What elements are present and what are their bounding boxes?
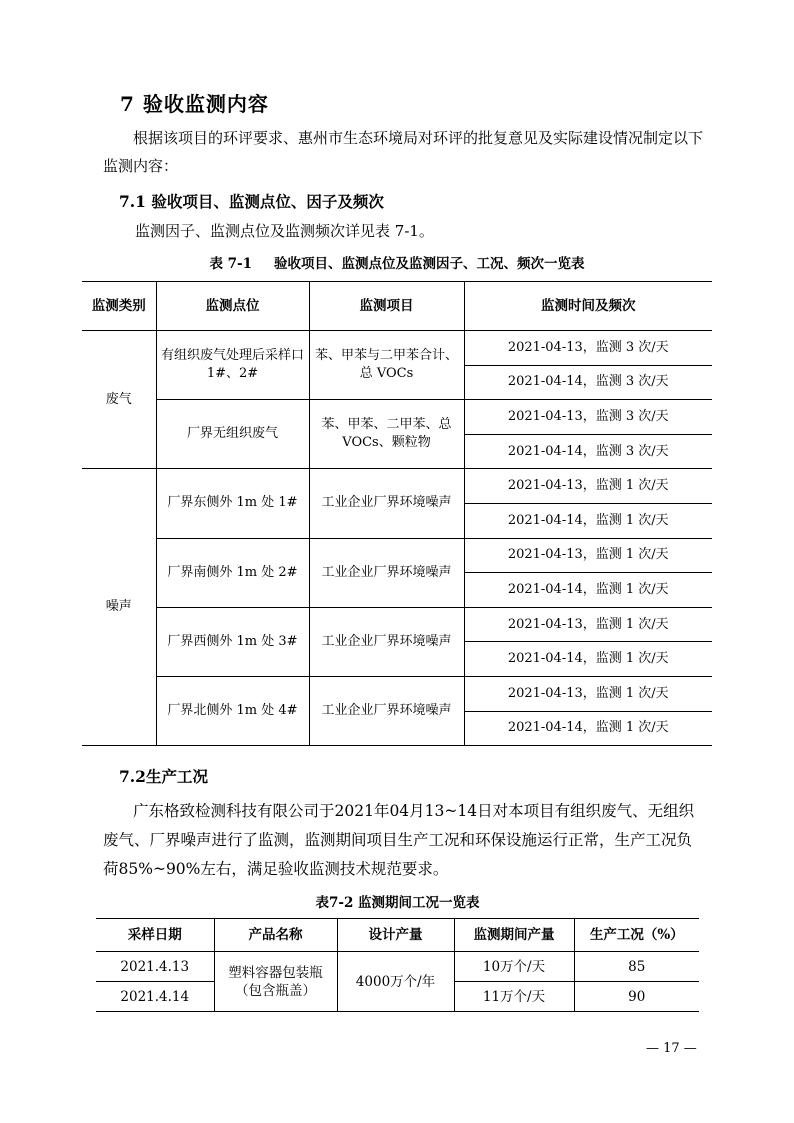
frequency-cell: 2021-04-14，监测 1 次/天 (464, 642, 712, 677)
point-cell: 有组织废气处理后采样口 1#、2# (156, 331, 309, 400)
item-cell: 工业企业厂界环境噪声 (309, 607, 464, 676)
product-cell: 塑料容器包装瓶（包含瓶盖） (214, 952, 337, 1012)
date-cell: 2021.4.13 (96, 952, 214, 982)
frequency-cell: 2021-04-14，监测 1 次/天 (464, 503, 712, 538)
monitoring-table (82, 281, 712, 746)
header-item: 监测项目 (309, 282, 464, 331)
output-cell: 11万个/天 (454, 982, 574, 1012)
table-row (82, 400, 712, 435)
table-row (82, 469, 712, 504)
load-cell: 85 (574, 952, 699, 982)
header-load: 生产工况（%） (574, 919, 699, 952)
point-cell: 厂界无组织废气 (156, 400, 309, 469)
table-header-row (82, 282, 712, 331)
subsection-title-7-2: 7.2生产工况 (119, 767, 208, 786)
design-cell: 4000万个/年 (337, 952, 454, 1012)
item-cell: 工业企业厂界环境噪声 (309, 676, 464, 745)
item-cell: 工业企业厂界环境噪声 (309, 469, 464, 538)
header-frequency: 监测时间及频次 (464, 282, 712, 331)
header-category: 监测类别 (82, 282, 156, 331)
point-cell: 厂界西侧外 1m 处 3# (156, 607, 309, 676)
header-design: 设计产量 (337, 919, 454, 952)
table-row (82, 676, 712, 711)
frequency-cell: 2021-04-13，监测 1 次/天 (464, 538, 712, 573)
table-header-row (96, 919, 699, 952)
header-product: 产品名称 (214, 919, 337, 952)
table-row (82, 607, 712, 642)
subsection-text-7-1: 监测因子、监测点位及监测频次详见表 7-1。 (135, 222, 434, 240)
point-cell: 厂界东侧外 1m 处 1# (156, 469, 309, 538)
header-point: 监测点位 (156, 282, 309, 331)
production-paragraph: 广东格致检测科技有限公司于2021年04月13~14日对本项目有组织废气、无组织废气、厂界噪声进行了监测，监测期间项目生产工况和环保设施运行正常，生产工况负荷85%~90%左右，满足验收监测技术规范要求。 (103, 802, 695, 878)
date-cell: 2021.4.14 (96, 982, 214, 1012)
frequency-cell: 2021-04-14，监测 1 次/天 (464, 573, 712, 608)
table-row (82, 331, 712, 366)
intro-paragraph: 根据该项目的环评要求、惠州市生态环境局对环评的批复意见及实际建设情况制定以下监测内容： (103, 129, 704, 175)
page-number: — 17 — (646, 1041, 697, 1056)
frequency-cell: 2021-04-13，监测 3 次/天 (464, 331, 712, 366)
production-table (96, 918, 699, 1012)
frequency-cell: 2021-04-13，监测 3 次/天 (464, 400, 712, 435)
table-row (82, 538, 712, 573)
frequency-cell: 2021-04-14，监测 1 次/天 (464, 711, 712, 746)
item-cell: 苯、甲苯、二甲苯、总 VOCs、颗粒物 (309, 400, 464, 469)
point-cell: 厂界南侧外 1m 处 2# (156, 538, 309, 607)
category-gas: 废气 (82, 331, 156, 469)
item-cell: 工业企业厂界环境噪声 (309, 538, 464, 607)
section-title: 7 验收监测内容 (120, 92, 269, 116)
frequency-cell: 2021-04-13，监测 1 次/天 (464, 607, 712, 642)
output-cell: 10万个/天 (454, 952, 574, 982)
table2-caption: 表7-2 监测期间工况一览表 (315, 895, 480, 911)
category-noise: 噪声 (82, 469, 156, 746)
table-row (96, 952, 699, 982)
header-date: 采样日期 (96, 919, 214, 952)
frequency-cell: 2021-04-14，监测 3 次/天 (464, 434, 712, 469)
frequency-cell: 2021-04-14，监测 3 次/天 (464, 365, 712, 400)
item-cell: 苯、甲苯与二甲苯合计、总 VOCs (309, 331, 464, 400)
frequency-cell: 2021-04-13，监测 1 次/天 (464, 676, 712, 711)
header-output: 监测期间产量 (454, 919, 574, 952)
load-cell: 90 (574, 982, 699, 1012)
point-cell: 厂界北侧外 1m 处 4# (156, 676, 309, 745)
subsection-title-7-1: 7.1 验收项目、监测点位、因子及频次 (119, 192, 384, 211)
table1-caption: 表 7-1 验收项目、监测点位及监测因子、工况、频次一览表 (209, 256, 585, 272)
frequency-cell: 2021-04-13，监测 1 次/天 (464, 469, 712, 504)
